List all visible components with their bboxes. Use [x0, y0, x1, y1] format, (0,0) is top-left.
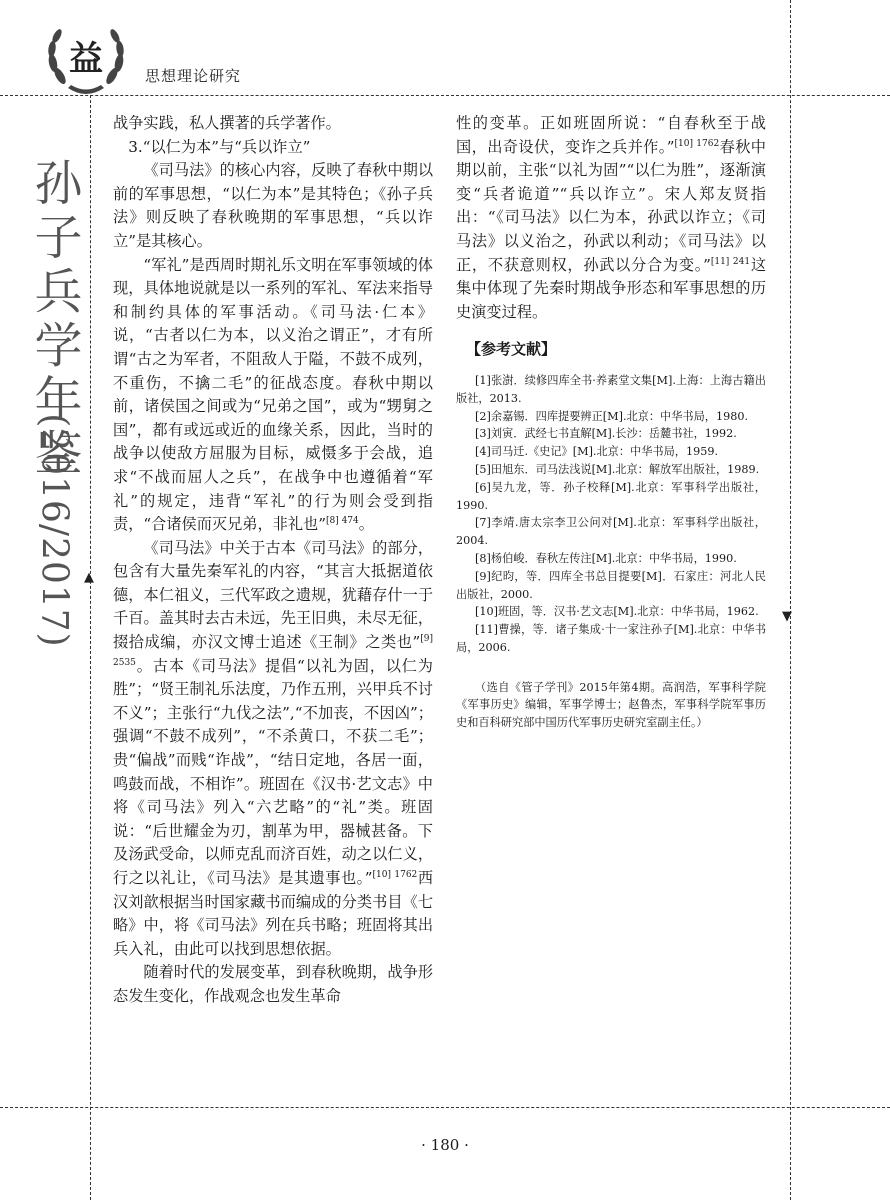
references-list	[456, 372, 766, 657]
references-heading: 【参考文献】	[466, 340, 557, 359]
down-arrow-icon: ▼	[782, 609, 792, 624]
reference-item: [6]吴九龙，等．孙子校释[M].北京：军事科学出版社，1990.	[456, 480, 766, 512]
left-column	[113, 112, 433, 1009]
footer-divider	[0, 1107, 890, 1108]
paragraph-text: 春秋中期以前，主张“以礼为固”“以仁为胜”，逐渐演变“兵者诡道”“兵以诈立”。宋人郑友贤指出：“《司马法》以仁为本，孙武以诈立；《司马法》以义治之，孙武以利动；《司马法》以正，不获意则权，孙武以分合为变。”	[456, 137, 766, 274]
reference-item: [4]司马迁.《史记》[M].北京：中华书局，1959.	[475, 445, 719, 459]
page-number: · 180 ·	[421, 1136, 469, 1154]
paragraph-text: 《司马法》中关于古本《司马法》的部分，包含有大量先秦军礼的内容，“其言大抵据道依德，本仁祖义，三代军政之遗规，犹藉存什一于千百。盖其时去古未远，先王旧典，未尽无征，掇拾成编，亦汉文博士追述《王制》之类也”	[113, 538, 433, 652]
subsection-heading: 3.“以仁为本”与“兵以诈立”	[128, 137, 311, 156]
citation-marker: [10] 1762	[372, 869, 418, 880]
book-year	[24, 412, 84, 648]
paragraph: 《司马法》的核心内容，反映了春秋中期以前的军事思想，“以仁为本”是其特色；《孙子兵法》则反映了春秋晚期的军事思想，“兵以诈立”是其核心。	[113, 161, 433, 250]
paragraph-text: “军礼”是西周时期礼乐文明在军事领域的体现，具体地说就是以一系列的军礼、军法来指导和制约具体的军事活动。《司马法·仁本》说，“古者以仁为本，以义治之谓正”，才有所谓“古之为军者，不阻敌人于隘，不鼓不成列，不重伤，不擒二毛”的征战态度。春秋中期以前，诸侯国之间或为“兄弟之国”，或为“甥舅之国”，都有或远或近的血缘关系，因此，当时的战争以使敌方屈服为目标，威慑多于会战，追求“不战而屈人之兵”，在战争中也遵循着“军礼”的规定，违背“军礼”的行为则会受到指责，“合诸侯而灭兄弟，非礼也”	[113, 255, 433, 534]
right-column	[456, 112, 766, 732]
citation-marker: [11] 241	[710, 256, 751, 267]
paragraph: 战争实践，私人撰著的兵学著作。	[113, 114, 341, 132]
citation-marker: [9] 2535	[113, 634, 433, 668]
paragraph	[113, 254, 433, 537]
book-title: 孙子兵学年鉴	[26, 158, 82, 482]
paragraph	[113, 537, 433, 962]
reference-item: [5]田旭东．司马法浅说[M].北京：解放军出版社，1989.	[475, 462, 760, 476]
reference-item: [11]曹操，等．诸子集成·十一家注孙子[M].北京：中华书局，2006.	[456, 623, 766, 654]
paragraph-text: 性的变革。正如班固所说：“自春秋至于战国，出奇设伏，变诈之兵并作。”	[456, 114, 766, 156]
reference-item: [7]李靖.唐太宗李卫公问对[M].北京：军事科学出版社，2004.	[456, 516, 766, 548]
section-label: 思想理论研究	[145, 67, 242, 85]
reference-item: [10]班固，等．汉书·艺文志[M].北京：中华书局，1962.	[475, 605, 759, 619]
paragraph: 随着时代的发展变革，到春秋晚期，战争形态发生变化，作战观念也发生革命	[113, 963, 433, 1005]
citation-marker: [8] 474	[325, 516, 359, 527]
paragraph-text: 。	[358, 515, 374, 534]
reference-item: [2]余嘉锡．四库提要辨正[M].北京：中华书局，1980.	[475, 409, 749, 423]
left-margin-rule	[90, 95, 91, 1200]
source-note: （选自《管子学刊》2015年第4期。高润浩，军事科学院《军事历史》编辑，军事学博士；赵鲁杰，军事科学院军事历史和百科研究部中国历代军事历史研究室副主任。）	[456, 680, 766, 730]
book-year-text: (2016/2017)	[33, 412, 75, 648]
paragraph-text: 。古本《司马法》提倡“以礼为固，以仁为胜”；“贤王制礼乐法度，乃作五刑，兴甲兵不讨不义”；主张行“九伐之法”,“不加丧，不因凶”；强调“不鼓不成列”，“不杀黄口，不获二毛”；贵“偏战”而贱“诈战”，“结日定地，各居一面，鸣鼓而战，不相诈”。班固在《汉书·艺文志》中将《司马法》列入“六艺略”的“礼”类。班固说：“后世耀金为刃，割革为甲，器械甚备。下及汤武受命，以师克乱而济百姓，动之以仁义，行之以礼让，《司马法》是其遗事也。”	[113, 656, 433, 887]
up-arrow-icon: ▲	[84, 570, 94, 585]
reference-item: [3]刘寅．武经七书直解[M].长沙：岳麓书社，1992.	[475, 427, 737, 441]
logo-character: 益	[69, 39, 103, 79]
reference-item: [8]杨伯峻．春秋左传注[M].北京：中华书局，1990.	[475, 551, 737, 565]
reference-item: [1]张澍．续修四库全书·养素堂文集[M].上海：上海古籍出版社，2013.	[456, 373, 766, 405]
paragraph-text: 西汉刘歆根据当时国家藏书而编成的分类书目《七略》中，将《司马法》列在兵书略；班固将其出兵入礼，由此可以找到思想依据。	[113, 869, 433, 958]
right-margin-rule	[790, 0, 791, 1200]
reference-item: [9]纪昀，等．四库全书总目提要[M]．石家庄：河北人民出版社，2000.	[456, 569, 766, 601]
paragraph-text: 这集中体现了先秦时期战争形态和军事思想的历史演变过程。	[456, 255, 767, 321]
citation-marker: [10] 1762	[674, 138, 720, 149]
paragraph	[456, 112, 766, 324]
header-divider	[0, 95, 890, 96]
